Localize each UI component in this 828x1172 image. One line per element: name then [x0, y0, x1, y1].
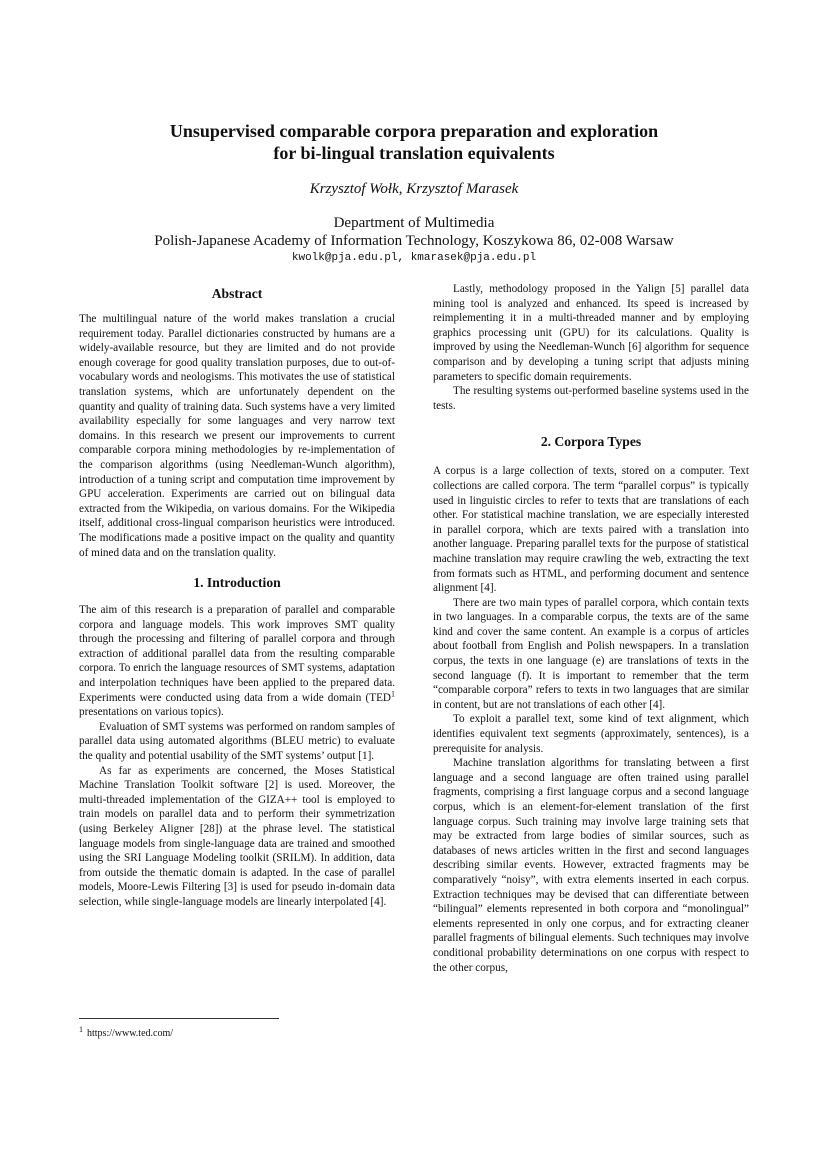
introduction-p1-tail: presentations on various topics).	[79, 706, 224, 719]
left-column	[79, 286, 395, 910]
affiliation-block	[0, 214, 828, 250]
corpora-paragraph-4: Machine translation algorithms for translating between a first language and a second language are often trained using parallel fragments, comprising a first language corpus and a second language corpus, which is an element-for-element translation of the first language corpus. Such training may involve large training sets that may be extracted from large bodies of similar sources, such as databases of news articles written in the first and second languages describing similar events. However, extracted fragments may be comparatively “noisy”, with extra elements inserted in each corpus. Extraction techniques may be devised that can differentiate between “bilingual” elements represented in both corpora and “monolingual” elements represented in only one corpus, and for extracting cleaner parallel fragments of bilingual elements. Such techniques may involve conditional probability determinations on one corpus with respect to the other corpus,	[433, 757, 749, 974]
right-column	[433, 282, 749, 975]
institution-name: Polish-Japanese Academy of Information Technology, Koszykowa 86, 02-008 Warsaw	[154, 233, 674, 249]
footnote-link[interactable]: https://www.ted.com/	[87, 1028, 174, 1039]
introduction-heading: 1. Introduction	[193, 575, 281, 591]
introduction-paragraph-1	[79, 603, 395, 720]
intro-continued-paragraph-2: The resulting systems out-performed baseline systems used in the tests.	[433, 385, 749, 412]
paper-title	[0, 120, 828, 164]
footnote-divider	[79, 1018, 279, 1019]
introduction-p1-text: The aim of this research is a preparation of parallel and comparable corpora and language models. This work improves SMT quality through the processing and filtering of parallel corpora and through extraction of additional parallel data from the resulting comparable corpora. To enrich the language resources of SMT systems, adaptation and interpolation techniques have been applied to the prepared data. Experiments were conducted using data from a wide domain (TED	[79, 604, 395, 704]
intro-continued-paragraph-1: Lastly, methodology proposed in the Yalign [5] parallel data mining tool is analyzed and enhanced. Its speed is increased by reimplementing it in a multi-threaded manner and by employing graphics processing unit (GPU) for its calculations. Quality is improved by using the Needleman-Wunch [6] algorithm for sequence comparison and by developing a tuning script that adjusts mining parameters to specific domain requirements.	[433, 283, 749, 383]
footnote	[79, 1024, 174, 1040]
abstract-text: The multilingual nature of the world makes translation a crucial requirement today. Parallel dictionaries constructed by humans are a widely-available resource, but they are limited and do not provide enough coverage for good quality translation purposes, due to out-of-vocabulary words and neologisms. This motivates the use of statistical translation systems, which are unfortunately dependent on the quantity and quality of training data. Such systems have a very limited availability especially for some languages and very narrow text domains. In this research we present our improvements to current comparable corpora mining methodologies by re-implementation of the comparison algorithms (using Needleman-Wunch algorithm), introduction of a tuning script and computation time improvement by GPU acceleration. Experiments are carried out on bilingual data extracted from the Wikipedia, on various domains. For the Wikipedia itself, additional cross-lingual comparison heuristics were introduced. The modifications made a positive impact on the quality and quantity of mined data and on the translation quality.	[79, 313, 395, 559]
corpora-paragraph-1: A corpus is a large collection of texts, stored on a computer. Text collections are called corpora. The term “parallel corpus” is typically used in linguistic circles to refer to texts that are translations of each other. For statistical machine translation, we are especially interested in parallel corpora, which are texts paired with a translation into another language. Preparing parallel texts for the purpose of statistical machine translation may require crawling the web, extracting the text from formats such as HTML, and performing document and sentence alignment [4].	[433, 465, 749, 595]
footnote-reference: 1	[391, 688, 395, 698]
corpora-paragraph-3: To exploit a parallel text, some kind of text alignment, which identifies equivalent text segments (approximately, sentences), is a prerequisite for analysis.	[433, 713, 749, 755]
author-list: Krzysztof Wołk, Krzysztof Marasek	[309, 181, 519, 197]
footnote-marker: 1	[79, 1024, 83, 1034]
department-name: Department of Multimedia	[333, 215, 495, 231]
introduction-paragraph-2: Evaluation of SMT systems was performed on random samples of parallel data using automated algorithms (BLEU metric) to evaluate the quality and potential usability of the SMT systems’ output [1].	[79, 720, 395, 763]
introduction-paragraph-3: As far as experiments are concerned, the Moses Statistical Machine Translation Toolkit software [2] is used. Moreover, the multi-threaded implementation of the GIZA++ tool is employed to train models on parallel data and to perform their symmetrization (using Berkeley Aligner [28]) at the phrase level. The statistical language models from single-language data are trained and smoothed using the SRI Language Modeling toolkit (SRILM). In addition, data from outside the thematic domain is adapted. In the case of parallel models, Moore-Lewis Filtering [3] is used for pseudo in-domain data selection, while single-language models are linearly interpolated [4].	[79, 764, 395, 908]
author-emails: kwolk@pja.edu.pl, kmarasek@pja.edu.pl	[291, 252, 537, 264]
title-line-2: for bi-lingual translation equivalents	[273, 143, 555, 163]
abstract-heading: Abstract	[211, 286, 263, 301]
corpora-types-heading: 2. Corpora Types	[540, 434, 642, 450]
title-line-1: Unsupervised comparable corpora preparation and exploration	[169, 121, 659, 141]
corpora-paragraph-2: There are two main types of parallel corpora, which contain texts in two languages. In a comparable corpus, the texts are of the same kind and cover the same content. An example is a corpus of articles about football from English and Polish newspapers. In a translation corpus, the texts in one language (e) are translations of texts in the second language (f). It is important to remember that the term “comparable corpora” refers to texts in two languages that are similar in content, but are not translations of each other [4].	[433, 596, 749, 711]
